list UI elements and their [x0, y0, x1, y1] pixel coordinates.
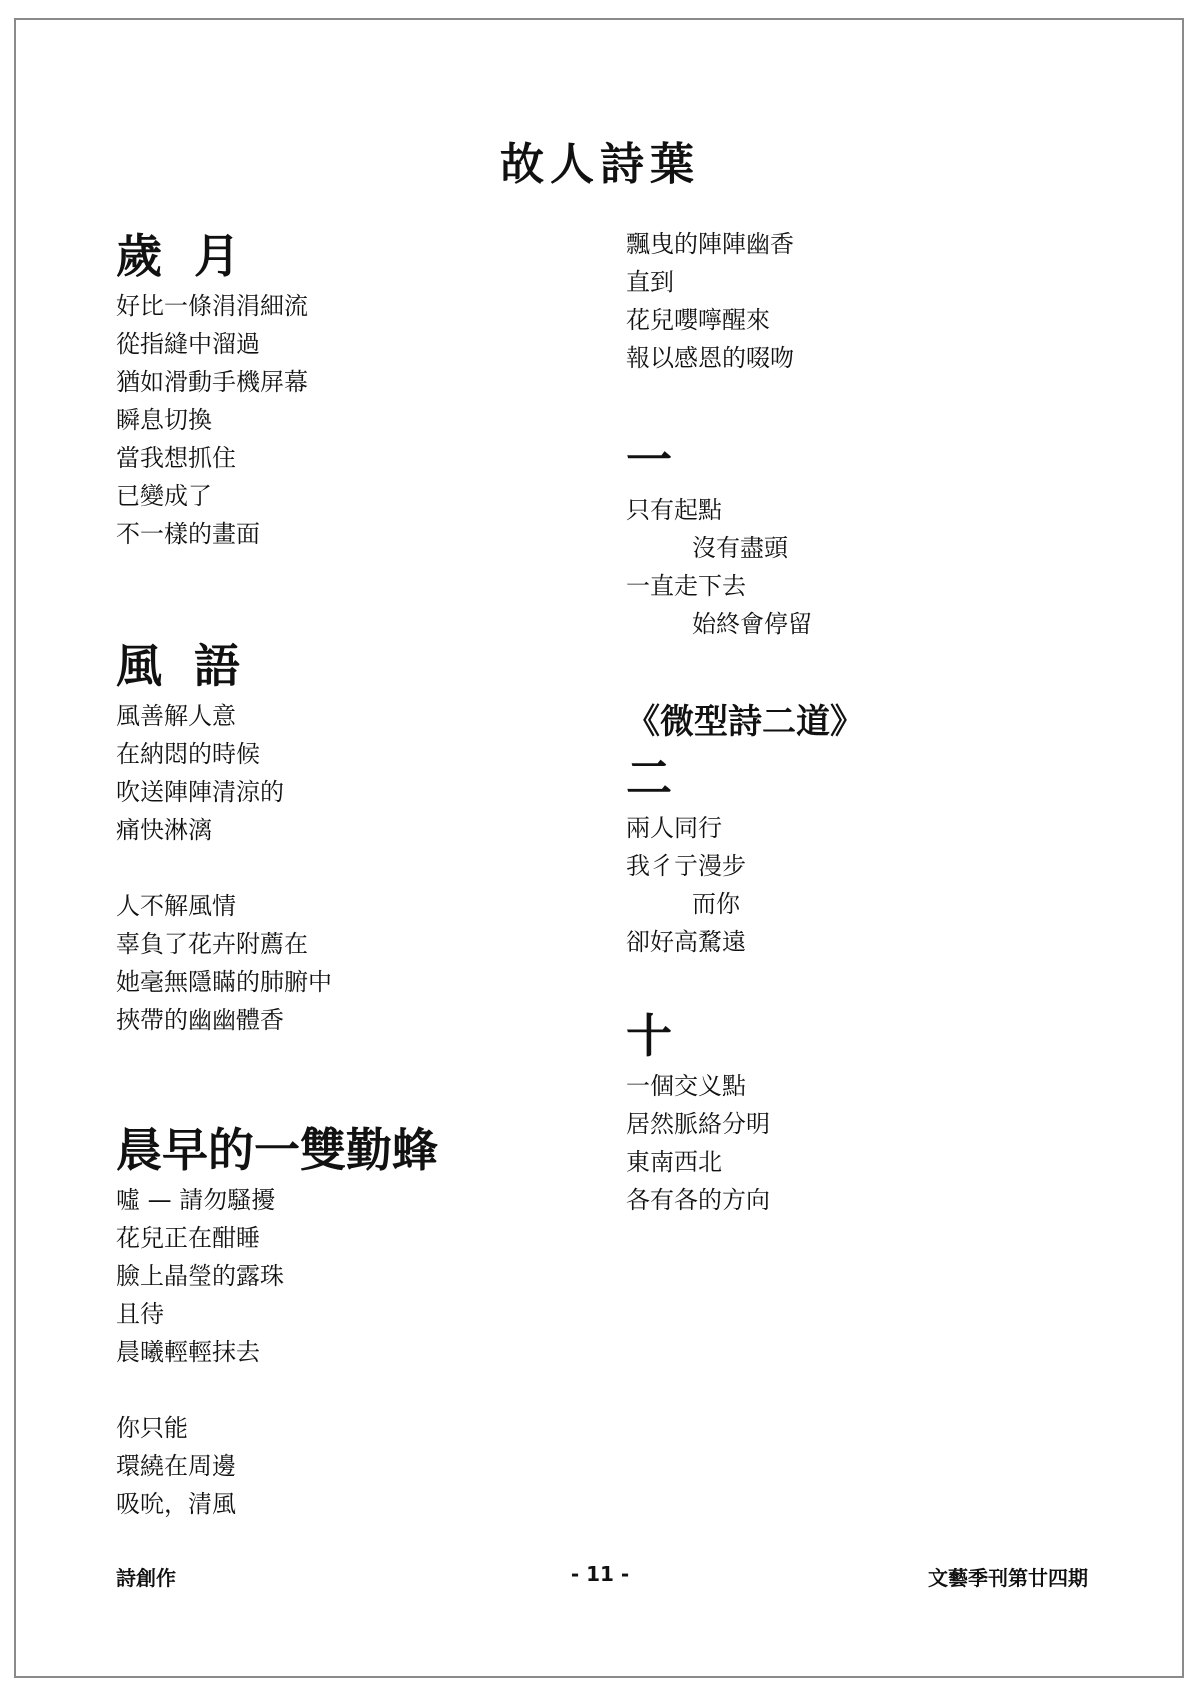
- footer-section: 詩創作: [116, 1566, 176, 1590]
- poem-line: 直到: [626, 268, 674, 296]
- poem-line: 一直走下去: [626, 572, 746, 600]
- series-title: 《微型詩二道》: [626, 702, 864, 742]
- poem-line: 痛快淋漓: [116, 816, 212, 844]
- poem-line: 且待: [116, 1300, 164, 1328]
- poem-line: 挾帶的幽幽體香: [116, 1006, 284, 1034]
- poem-line: 卻好高騖遠: [626, 928, 746, 956]
- poem-line: 當我想抓住: [116, 444, 236, 472]
- poem-line: 風善解人意: [116, 702, 236, 730]
- poem-line: 而你: [692, 890, 740, 918]
- poem-line: 沒有盡頭: [692, 534, 788, 562]
- poem-line: 臉上晶瑩的露珠: [116, 1262, 284, 1290]
- poem-line: 飄曳的陣陣幽香: [626, 230, 794, 258]
- micro-poem-title-one: 一: [626, 433, 672, 487]
- poem-title-suiyue: 歲 月: [116, 229, 241, 283]
- poem-line: 已變成了: [116, 482, 212, 510]
- poem-title-fengyu: 風 語: [116, 639, 241, 693]
- poem-line: 人不解風情: [116, 892, 236, 920]
- left-column: [116, 225, 656, 1523]
- poem-line: 始終會停留: [692, 610, 812, 638]
- poem-line: 她毫無隱瞞的肺腑中: [116, 968, 332, 996]
- poem-line: 花兒嚶嚀醒來: [626, 306, 770, 334]
- poem-title-qinfeng: 晨早的一雙勤蜂: [116, 1123, 438, 1177]
- poem-line: 瞬息切換: [116, 406, 212, 434]
- poem-line: 從指縫中溜過: [116, 330, 260, 358]
- poem-line: 我彳亍漫步: [626, 852, 746, 880]
- poem-line: 東南西北: [626, 1148, 722, 1176]
- right-column: [626, 225, 1146, 1219]
- poem-line: 花兒正在酣睡: [116, 1224, 260, 1252]
- poem-line: 環繞在周邊: [116, 1452, 236, 1480]
- page-title: 故人詩葉: [500, 139, 700, 190]
- footer-publication: 文藝季刊第廿四期: [928, 1566, 1088, 1590]
- poem-line: 噓 — 請勿騷擾: [116, 1186, 276, 1214]
- poem-line: 兩人同行: [626, 814, 722, 842]
- poem-line: 辜負了花卉附薦在: [116, 930, 308, 958]
- poem-line: 一個交义點: [626, 1072, 746, 1100]
- poem-line: 只有起點: [626, 496, 722, 524]
- poem-line: 你只能: [116, 1414, 188, 1442]
- poem-line: 居然脈絡分明: [626, 1110, 770, 1138]
- micro-poem-title-two: 二: [626, 751, 672, 805]
- poem-line: 猶如滑動手機屏幕: [116, 368, 308, 396]
- poem-line: 報以感恩的啜吻: [626, 344, 794, 372]
- poem-line: 好比一條涓涓細流: [116, 292, 308, 320]
- poem-line: 吹送陣陣清涼的: [116, 778, 284, 806]
- micro-poem-title-ten: 十: [626, 1009, 672, 1063]
- page-number: - 11 -: [570, 1562, 630, 1586]
- poem-line: 在納悶的時候: [116, 740, 260, 768]
- poem-line: 晨曦輕輕抹去: [116, 1338, 260, 1366]
- poem-line: 吸吮，清風: [116, 1490, 236, 1518]
- poem-line: 不一樣的畫面: [116, 520, 260, 548]
- poem-line: 各有各的方向: [626, 1186, 770, 1214]
